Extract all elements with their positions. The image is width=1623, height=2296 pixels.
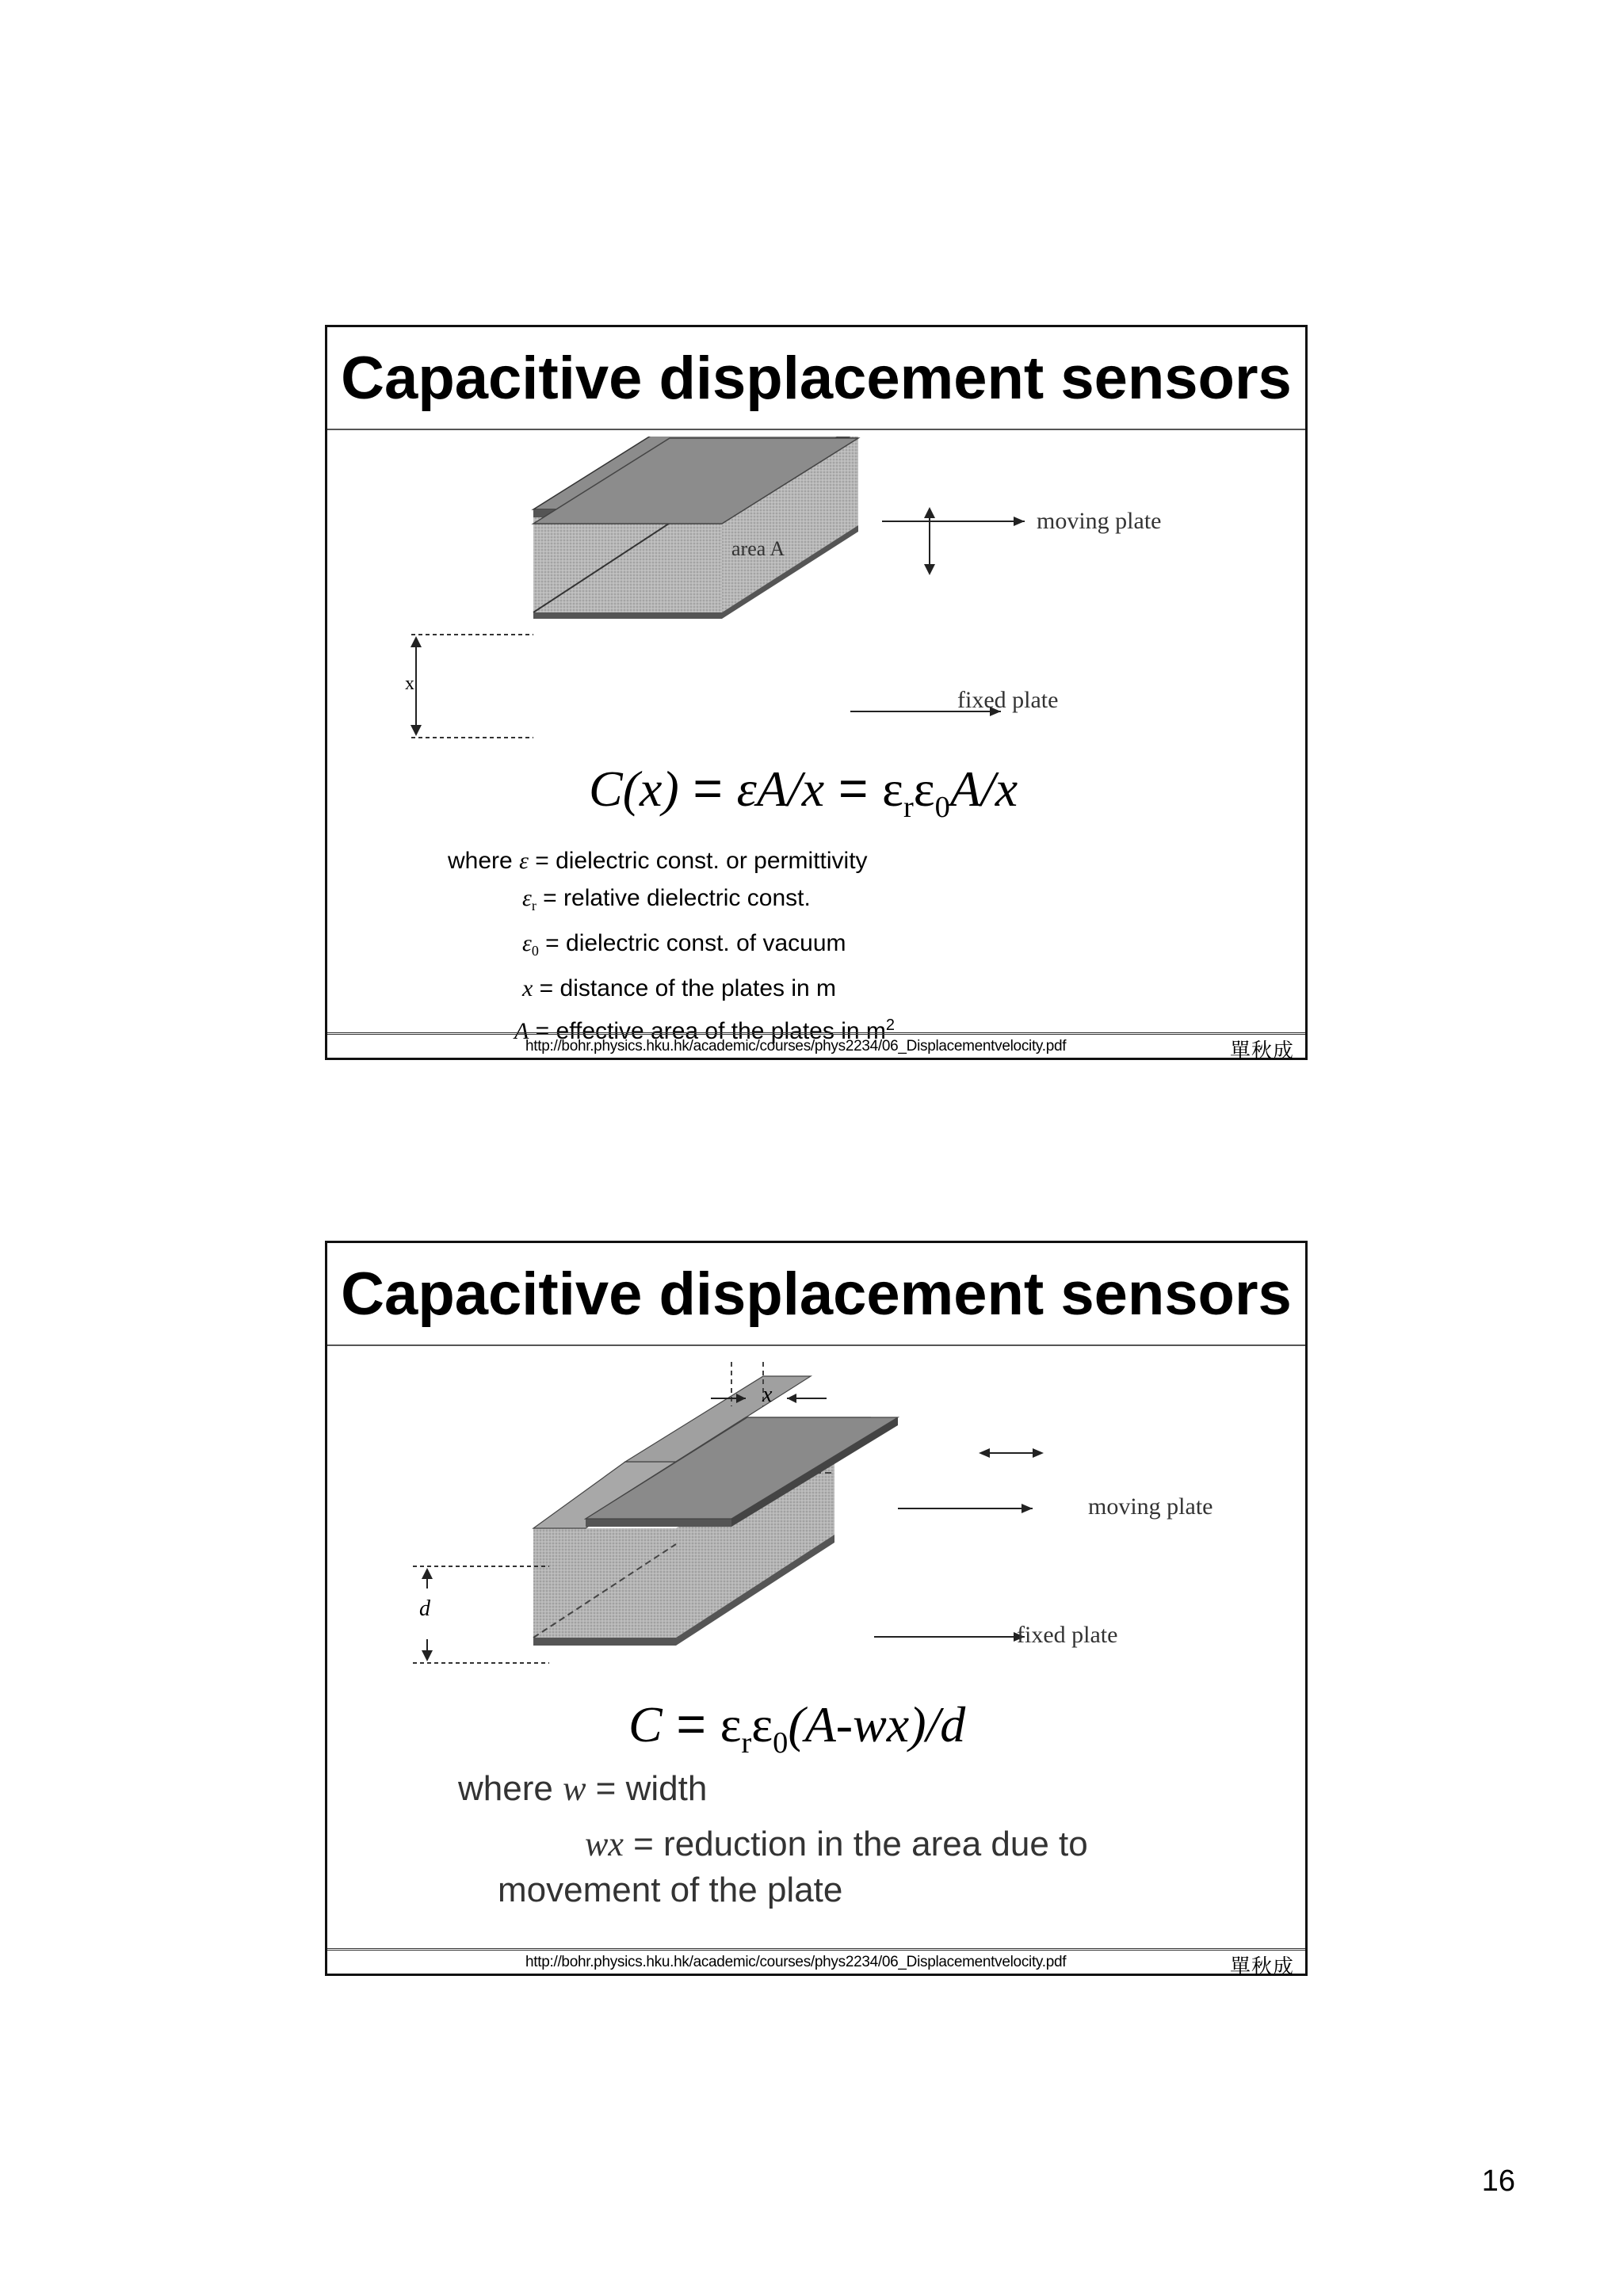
- moving-plate-label: moving plate: [1037, 508, 1162, 534]
- definition-width: where w = width: [458, 1769, 708, 1808]
- slide-2: [325, 1241, 1308, 1979]
- gap-label: x: [405, 673, 414, 694]
- definitions-list: [448, 842, 895, 1050]
- slide-title: Capacitive displacement sensors: [327, 327, 1305, 430]
- gap-dimension: [399, 628, 549, 755]
- definition-distance: x = distance of the plates in m: [522, 975, 837, 1001]
- moving-plate-arrow: [898, 1497, 1041, 1520]
- fixed-plate-label: fixed plate: [1017, 1622, 1118, 1648]
- fixed-plate-arrow: [874, 1625, 1033, 1649]
- author-name: 單秋成: [1229, 1955, 1294, 1979]
- definition-vacuum: $\varepsilon_0$ = dielectric const. of vacuum: [522, 930, 846, 959]
- plate-motion-arrow: [976, 1441, 1047, 1465]
- definition-reduction-cont: movement of the plate: [498, 1871, 843, 1909]
- definition-permittivity: where ε = dielectric const. or permittivity: [448, 848, 868, 874]
- shift-label: x: [762, 1383, 773, 1407]
- definition-reduction: wx = reduction in the area due to: [585, 1825, 1088, 1863]
- slide-footer: [327, 1032, 1305, 1063]
- capacitance-formula: $C = \varepsilon_r\varepsilon_0(A-wx)/d$: [628, 1695, 966, 1760]
- source-url: http://bohr.physics.hku.hk/academic/courses/phys2234/06_Displacementvelocity.pdf: [525, 1954, 1067, 1970]
- definition-area: A = effective area of the plates in $m^2$: [514, 1016, 895, 1044]
- area-label: area A: [731, 537, 785, 560]
- author-name: 單秋成: [1229, 1039, 1294, 1063]
- source-url: http://bohr.physics.hku.hk/academic/courses/phys2234/06_Displacementvelocity.pdf: [525, 1038, 1067, 1055]
- slide-footer: [327, 1948, 1305, 1979]
- definitions-list: [458, 1766, 1088, 1913]
- gap-label: d: [419, 1596, 430, 1621]
- moving-plate-arrow: [882, 505, 1033, 537]
- moving-plate-label: moving plate: [1088, 1493, 1213, 1520]
- page-number: 16: [1481, 2164, 1515, 2198]
- capacitance-formula: $C(x) = \varepsilon A/x = \varepsilon_r\varepsilon_0A/x$: [589, 760, 1018, 824]
- fixed-plate-label: fixed plate: [957, 687, 1059, 713]
- slide-1: [325, 325, 1308, 1063]
- slide-title: Capacitive displacement sensors: [327, 1243, 1305, 1346]
- definition-relative: $\varepsilon_r$ = relative dielectric const.: [522, 885, 811, 913]
- plate-motion-arrow: [918, 505, 941, 577]
